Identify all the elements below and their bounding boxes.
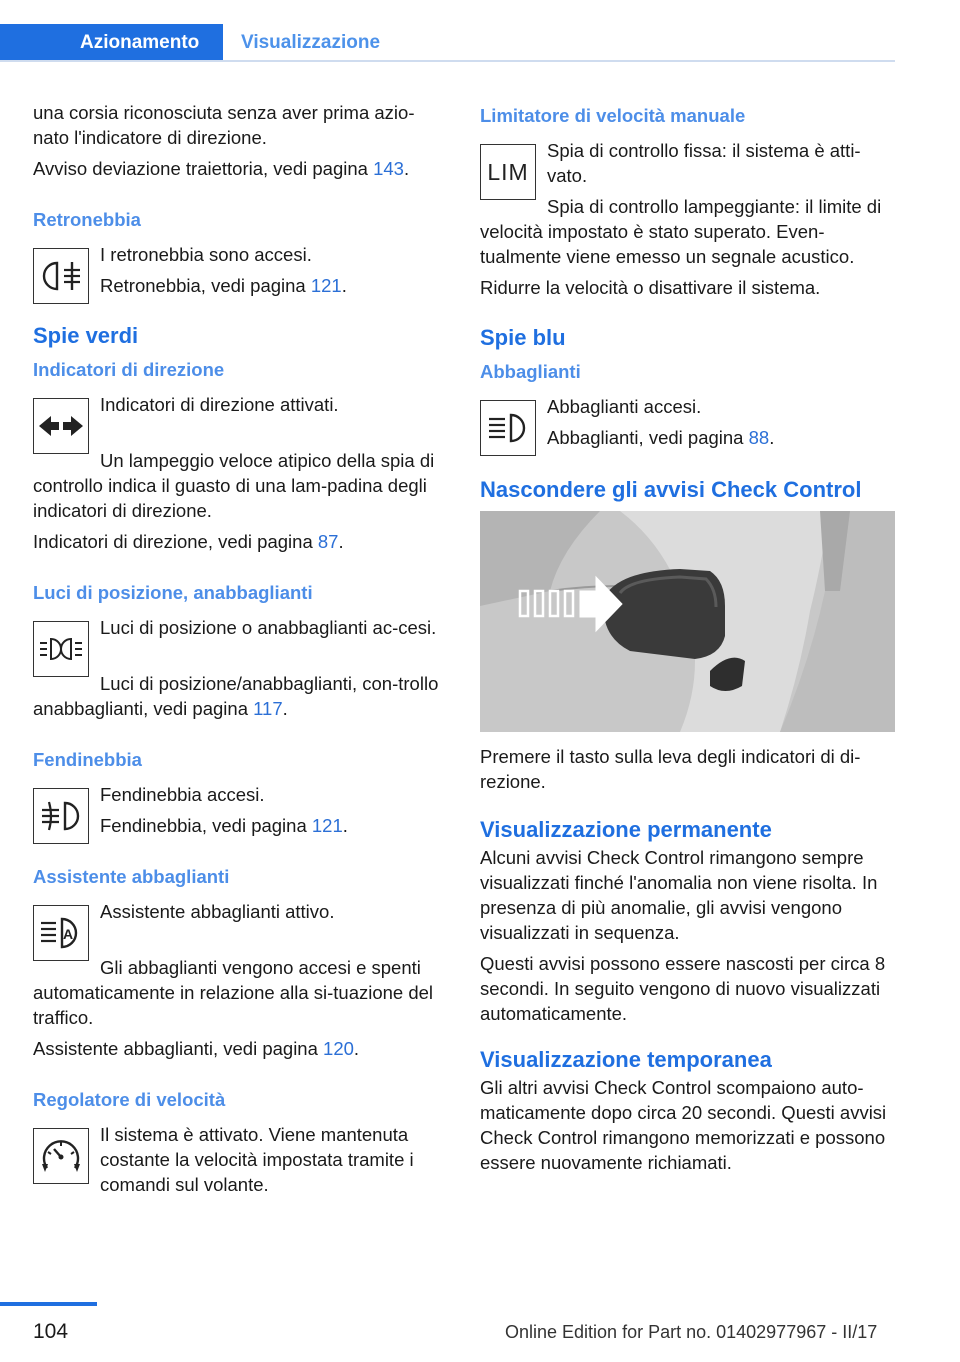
- front-fog-light-icon: [33, 788, 89, 844]
- assistente-heading: Assistente abbaglianti: [33, 866, 230, 887]
- stalk-button-photo: [480, 511, 895, 732]
- assistente-block: [33, 899, 445, 955]
- page-link-120[interactable]: 120: [323, 1038, 354, 1059]
- nascondere-heading: Nascondere gli avvisi Check Control: [480, 477, 862, 502]
- intro-paragraph: una corsia riconosciuta senza aver prima azio‐nato l'indicatore di direzione.: [33, 102, 415, 148]
- fendinebbia-ref: Fendinebbia, vedi pagina 121.: [100, 815, 348, 836]
- page-link-143[interactable]: 143: [373, 158, 404, 179]
- regolatore-desc: Il sistema è attivato. Viene mantenuta costante la velocità impostata tramite i comandi sul volante.: [100, 1124, 414, 1195]
- page-link-88[interactable]: 88: [748, 427, 770, 448]
- fendinebbia-desc: Fendinebbia accesi.: [100, 784, 265, 805]
- assistente-detail: Gli abbaglianti vengono accesi e spenti automaticamente in relazione alla si‐tuazione del traffico.: [33, 957, 434, 1028]
- limitatore-action: Ridurre la velocità o disattivare il sistema.: [480, 277, 821, 298]
- temporanea-heading: Visualizzazione temporanea: [480, 1047, 772, 1072]
- rear-fog-light-icon: [33, 248, 89, 304]
- edition-note: Online Edition for Part no. 01402977967 - II/17: [505, 1322, 878, 1342]
- assistente-desc: Assistente abbaglianti attivo.: [100, 901, 335, 922]
- spie-blu-heading: Spie blu: [480, 325, 566, 350]
- permanente-heading: Visualizzazione permanente: [480, 817, 772, 842]
- limitatore-block: [480, 138, 898, 194]
- limitatore-desc: Spia di controllo fissa: il sistema è atti‐vato.: [547, 140, 861, 186]
- page-link-117[interactable]: 117: [253, 698, 283, 719]
- regolatore-block: [33, 1122, 445, 1197]
- abbaglianti-block: [480, 394, 898, 450]
- page-link-121b[interactable]: 121: [311, 815, 343, 836]
- right-column: [480, 100, 898, 1181]
- limitatore-detail: Spia di controllo lampeggiante: il limite di velocità impostato è stato superato. Even‐tualmente viene emesso un segnale acustico.: [480, 196, 882, 267]
- spie-verdi-heading: Spie verdi: [33, 323, 139, 348]
- abbaglianti-heading: Abbaglianti: [480, 361, 581, 382]
- permanente-desc: Alcuni avvisi Check Control rimangono sempre visualizzati finché l'anomalia non viene risolta. In presenza di più anomalie, gli avvisi vengono visualizzati in sequenza.: [480, 847, 878, 943]
- indicatori-block: [33, 392, 445, 448]
- intro-reference: Avviso deviazione traiettoria, vedi pagina 143.: [33, 158, 410, 179]
- luci-desc: Luci di posizione o anabbaglianti ac‐cesi.: [100, 617, 437, 638]
- photo-caption: Premere il tasto sulla leva degli indicatori di di‐rezione.: [480, 746, 861, 792]
- left-column: [33, 100, 445, 1203]
- page-link-121[interactable]: 121: [310, 275, 342, 296]
- abbaglianti-ref: Abbaglianti, vedi pagina 88.: [547, 427, 775, 448]
- indicatori-desc: Indicatori di direzione attivati.: [100, 394, 339, 415]
- footer-accent-bar: [0, 1302, 97, 1306]
- indicatori-ref: Indicatori di direzione, vedi pagina 87.: [33, 531, 344, 552]
- abbaglianti-desc: Abbaglianti accesi.: [547, 396, 702, 417]
- retronebbia-ref: Retronebbia, vedi pagina 121.: [100, 275, 347, 296]
- indicatori-heading: Indicatori di direzione: [33, 359, 225, 380]
- assistente-ref: Assistente abbaglianti, vedi pagina 120.: [33, 1038, 360, 1059]
- luci-heading: Luci di posizione, anabbaglianti: [33, 582, 313, 603]
- retronebbia-heading: Retronebbia: [33, 209, 141, 230]
- high-beam-icon: [480, 400, 536, 456]
- page-link-87[interactable]: 87: [317, 531, 339, 552]
- turn-signal-icon: [33, 398, 89, 454]
- fendinebbia-heading: Fendinebbia: [33, 749, 142, 770]
- regolatore-heading: Regolatore di velocità: [33, 1089, 226, 1110]
- tab-azionamento[interactable]: Azionamento: [0, 24, 223, 62]
- temporanea-desc: Gli altri avvisi Check Control scompaiono auto‐maticamente dopo circa 20 secondi. Questi avvisi Check Control rimangono memorizzati e possono essere nuovamente richiamati.: [480, 1077, 887, 1173]
- luci-block: [33, 615, 445, 671]
- permanente-detail: Questi avvisi possono essere nascosti per circa 8 secondi. In seguito vengono di nuovo visualizzati automaticamente.: [480, 953, 886, 1024]
- tab-visualizzazione[interactable]: Visualizzazione: [241, 32, 381, 53]
- indicatori-warning: Un lampeggio veloce atipico della spia di controllo indica il guasto di una lam‐padina degli indicatori di direzione.: [33, 450, 435, 521]
- header-divider: [0, 60, 895, 62]
- luci-ref: Luci di posizione/anabbaglianti, con‐trollo anabbaglianti, vedi pagina 117.: [33, 673, 439, 719]
- retronebbia-block: [33, 242, 445, 298]
- speed-limiter-icon: LIM: [480, 144, 536, 200]
- retronebbia-desc: I retronebbia sono accesi.: [100, 244, 312, 265]
- limitatore-heading: Limitatore di velocità manuale: [480, 105, 746, 126]
- parking-light-icon: [33, 621, 89, 677]
- svg-text:A: A: [63, 926, 74, 942]
- fendinebbia-block: [33, 782, 445, 838]
- high-beam-assistant-icon: [33, 905, 89, 961]
- page-number: 104: [33, 1320, 69, 1343]
- cruise-control-icon: [33, 1128, 89, 1184]
